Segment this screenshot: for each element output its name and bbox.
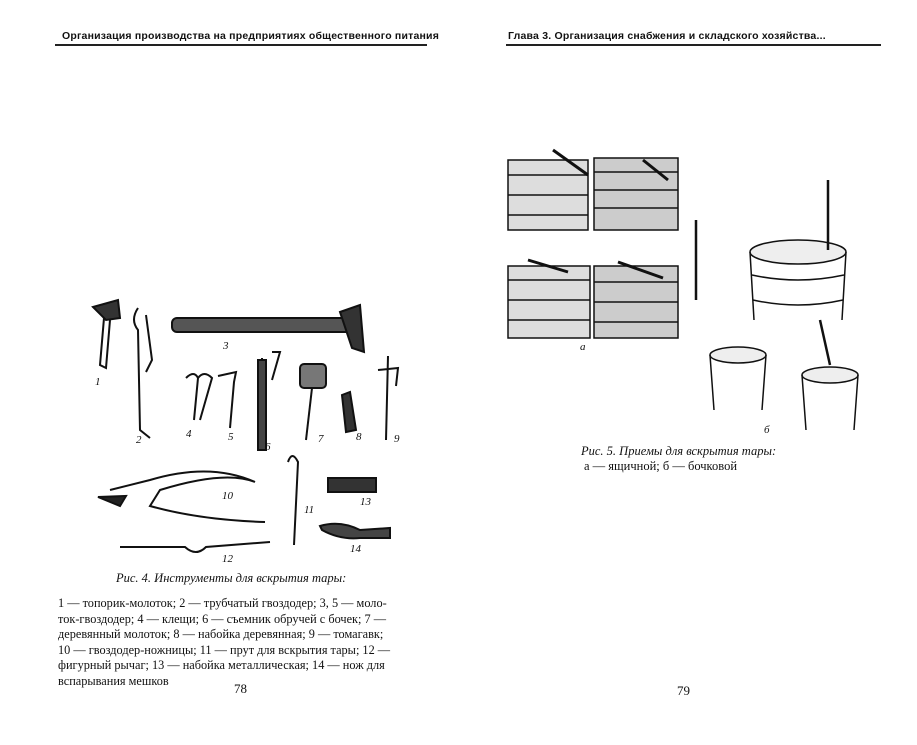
tool-number-8: 8: [356, 431, 362, 443]
tool-number-1: 1: [95, 376, 101, 388]
page-number-right: 79: [677, 683, 690, 698]
running-head-right: Глава 3. Организация снабжения и складского хозяйства...: [508, 30, 826, 42]
tool-number-4: 4: [186, 428, 192, 440]
tool-number-11: 11: [304, 504, 315, 516]
legend-line: ток-гвоздодер; 4 — клещи; 6 — съемник обручей с бочек; 7 —: [58, 611, 387, 626]
legend-line: деревянный молоток; 8 — набойка деревянная; 9 — томагавк;: [58, 627, 384, 642]
tool-number-3: 3: [223, 340, 229, 352]
tool-number-5: 5: [228, 431, 234, 443]
figure-5-crate-opening-illustration: [458, 0, 917, 745]
tool-number-9: 9: [394, 433, 400, 445]
legend-line: 10 — гвоздодер-ножницы; 11 — прут для вскрытия тары; 12 —: [58, 642, 391, 657]
tool-number-14: 14: [350, 543, 361, 555]
tool-number-2: 2: [136, 434, 142, 446]
tool-number-12: 12: [222, 553, 233, 565]
subfigure-a-label: а: [580, 341, 586, 353]
figure-4-legend: [58, 596, 428, 690]
figure-4-caption: Рис. 4. Инструменты для вскрытия тары:: [116, 571, 347, 585]
tool-number-10: 10: [222, 490, 233, 502]
tool-number-6: 6: [265, 441, 271, 453]
page-number-left: 78: [234, 681, 247, 696]
figure-5-caption-line1: Рис. 5. Приемы для вскрытия тары:: [581, 444, 777, 458]
left-page: [0, 0, 458, 745]
legend-line: фигурный рычаг; 13 — набойка металлическая; 14 — нож для: [58, 658, 385, 673]
subfigure-b-label: б: [764, 424, 770, 436]
tool-number-13: 13: [360, 496, 371, 508]
legend-line: 1 — топорик-молоток; 2 — трубчатый гвоздодер; 3, 5 — моло-: [58, 596, 387, 610]
right-page: [458, 0, 917, 745]
tool-number-7: 7: [318, 433, 324, 445]
running-head-left: Организация производства на предприятиях общественного питания: [62, 30, 440, 42]
figure-5-caption-line2: а — ящичной; б — бочковой: [584, 459, 738, 473]
legend-line: вспарывания мешков: [58, 673, 169, 688]
